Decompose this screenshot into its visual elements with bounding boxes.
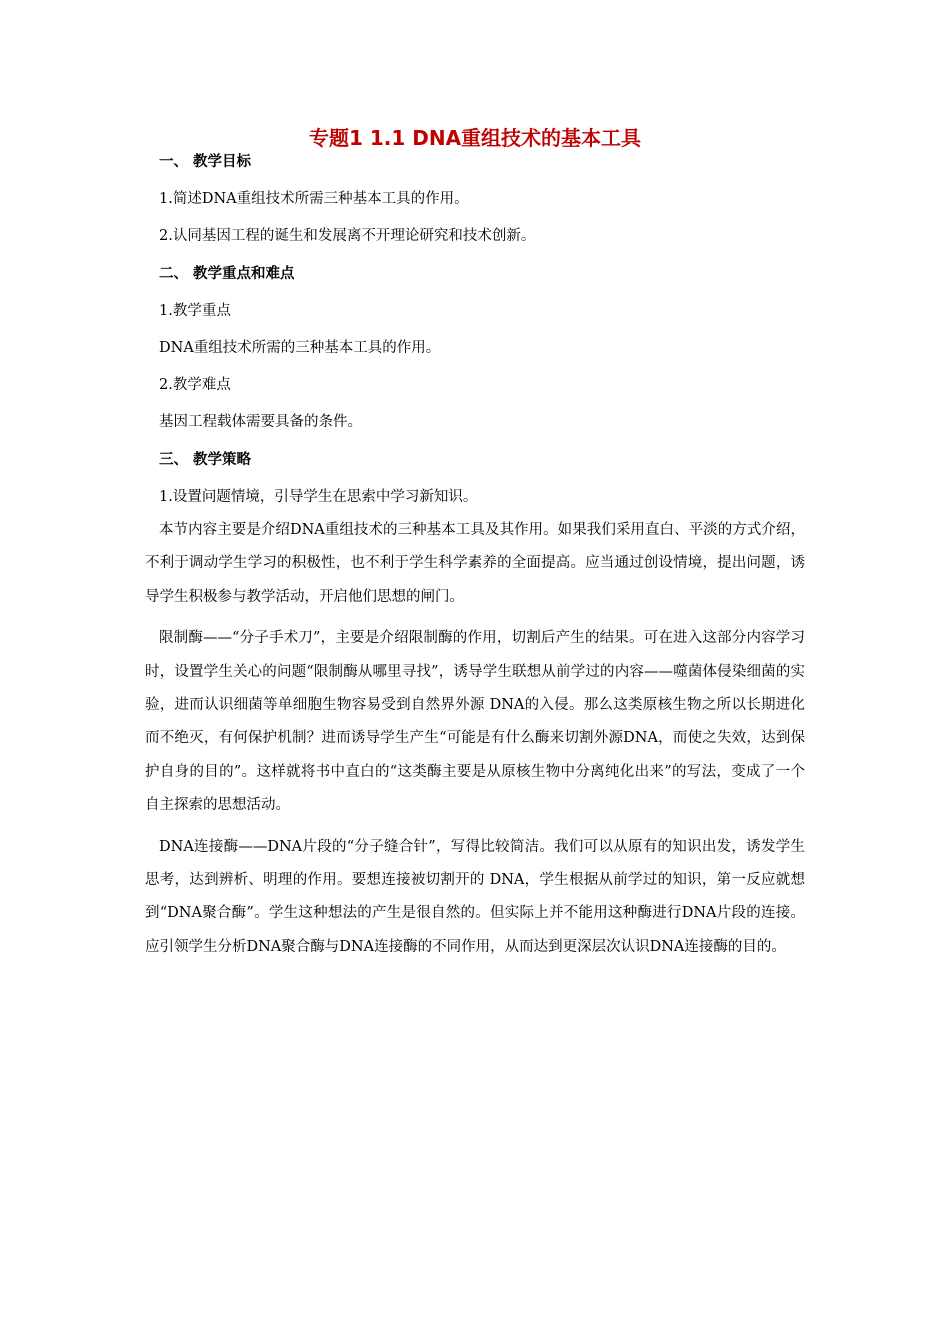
paragraph-intro: 本节内容主要是介绍DNA重组技术的三种基本工具及其作用。如果我们采用直白、平淡的方式介绍，不利于调动学生学习的积极性，也不利于学生科学素养的全面提高。应当通过创设情境，提出问题，诱导学生积极参与教学活动，开启他们思想的闸门。 <box>145 522 805 605</box>
objective-item: 2.认同基因工程的诞生和发展离不开理论研究和技术创新。 <box>159 228 536 244</box>
key-point-item: 1.教学重点 <box>159 303 231 319</box>
objective-item: 1.简述DNA重组技术所需三种基本工具的作用。 <box>159 191 469 207</box>
document-title: 专题1 1.1 DNA重组技术的基本工具 <box>308 126 642 150</box>
paragraph-restriction-enzyme: 限制酶——“分子手术刀”，主要是介绍限制酶的作用，切割后产生的结果。可在进入这部分内容学习时，设置学生关心的问题“限制酶从哪里寻找”，诱导学生联想从前学过的内容——噬菌体侵染细菌的实验，进而认识细菌等单细胞生物容易受到自然界外源 DNA的入侵。那么这类原核生物之所以长期进化而不绝灭，有何保护机制？进而诱导学生产生“可能是有什么酶来切割外源DNA，而使之失效，达到保护自身的目的”。这样就将书中直白的“这类酶主要是从原核生物中分离纯化出来”的写法，变成了一个自主探索的思想活动。 <box>145 630 805 814</box>
section-heading-strategy: 三、 教学策略 <box>159 452 252 468</box>
document-body <box>145 151 805 964</box>
section-heading-objectives: 一、 教学目标 <box>159 154 252 170</box>
key-point-item: 基因工程载体需要具备的条件。 <box>159 414 362 430</box>
section-heading-key-points: 二、 教学重点和难点 <box>159 266 295 282</box>
key-point-item: DNA重组技术所需的三种基本工具的作用。 <box>159 340 441 356</box>
key-point-item: 2.教学难点 <box>159 377 231 393</box>
strategy-item: 1.设置问题情境，引导学生在思索中学习新知识。 <box>159 489 478 505</box>
paragraph-dna-ligase: DNA连接酶——DNA片段的“分子缝合针”，写得比较简洁。我们可以从原有的知识出发，诱发学生思考，达到辨析、明理的作用。要想连接被切割开的 DNA，学生根据从前学过的知识，第一反应就想到“DNA聚合酶”。学生这种想法的产生是很自然的。但实际上并不能用这种酶进行DNA片段的连接。应引领学生分析DNA聚合酶与DNA连接酶的不同作用，从而达到更深层次认识DNA连接酶的目的。 <box>145 838 805 955</box>
